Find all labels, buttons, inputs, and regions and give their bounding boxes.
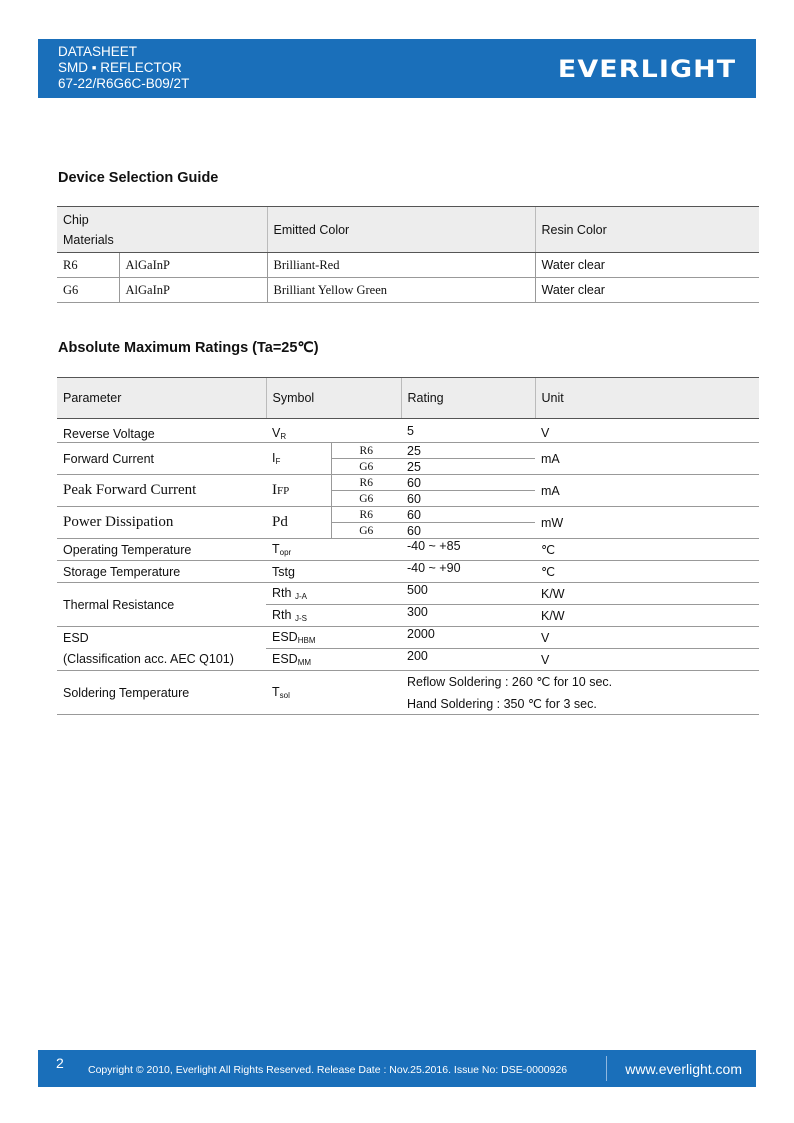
unit-value: V bbox=[535, 649, 759, 671]
header-resin-color: Resin Color bbox=[535, 207, 759, 253]
table-row bbox=[57, 649, 759, 671]
symbol-sub: HBM bbox=[297, 636, 316, 645]
symbol-main: Rth bbox=[272, 608, 292, 622]
bin-g6: G6 bbox=[331, 523, 401, 539]
symbol-sub: sol bbox=[279, 691, 290, 700]
header-chip-line2: Materials bbox=[63, 232, 114, 247]
symbol-main: Rth bbox=[272, 586, 292, 600]
footer-divider bbox=[606, 1056, 607, 1081]
table-row bbox=[57, 475, 759, 491]
header-chip-line1: Chip bbox=[63, 212, 89, 227]
symbol-sub: R bbox=[280, 432, 287, 441]
rating-value: 60 bbox=[401, 507, 535, 523]
unit-value: ℃ bbox=[535, 539, 759, 561]
table-row bbox=[57, 539, 759, 561]
rating-hand: Hand Soldering : 350 ℃ for 3 sec. bbox=[401, 693, 759, 715]
symbol-sub: J-S bbox=[294, 614, 307, 623]
unit-value: mW bbox=[535, 507, 759, 539]
symbol-main: V bbox=[272, 426, 281, 440]
symbol-main: T bbox=[272, 685, 280, 699]
symbol-main: I bbox=[272, 482, 277, 498]
rating-reflow: Reflow Soldering : 260 ℃ for 10 sec. bbox=[407, 675, 613, 690]
table-row bbox=[57, 253, 759, 278]
table-row bbox=[57, 419, 759, 443]
rating-value: 200 bbox=[401, 649, 535, 671]
rating-value: -40 ~ +90 bbox=[401, 561, 535, 583]
header-rating: Rating bbox=[401, 378, 535, 419]
resin-color: Water clear bbox=[535, 278, 759, 303]
table-row bbox=[57, 278, 759, 303]
param-peak-forward-current: Peak Forward Current bbox=[57, 475, 266, 507]
rating-value: 60 bbox=[401, 523, 535, 539]
unit-value: K/W bbox=[535, 605, 759, 627]
symbol-main: I bbox=[272, 451, 276, 465]
param-reverse-voltage: Reverse Voltage bbox=[57, 419, 266, 443]
symbol-rth-js bbox=[266, 605, 401, 627]
rating-value: 5 bbox=[401, 419, 535, 443]
symbol-ifp bbox=[266, 475, 331, 507]
absolute-ratings-table bbox=[57, 377, 759, 715]
header-emitted-color: Emitted Color bbox=[267, 207, 535, 253]
table-row bbox=[57, 443, 759, 459]
param-storage-temperature: Storage Temperature bbox=[57, 561, 266, 583]
unit-value: V bbox=[535, 627, 759, 649]
symbol-if bbox=[266, 443, 331, 475]
unit-value: K/W bbox=[535, 583, 759, 605]
chip-code: R6 bbox=[57, 253, 119, 278]
device-guide-title: Device Selection Guide bbox=[58, 170, 219, 186]
device-selection-table bbox=[57, 206, 759, 303]
symbol-sub: F bbox=[275, 457, 281, 466]
chip-code: G6 bbox=[57, 278, 119, 303]
param-esd: ESD bbox=[63, 630, 89, 645]
unit-value: V bbox=[535, 419, 759, 443]
symbol-sub: J-A bbox=[294, 592, 307, 601]
emitted-color: Brilliant Yellow Green bbox=[267, 278, 535, 303]
bin-r6: R6 bbox=[331, 443, 401, 459]
doc-type: DATASHEET bbox=[58, 44, 138, 59]
unit-value: mA bbox=[535, 443, 759, 475]
symbol-sub: MM bbox=[297, 658, 312, 667]
ratings-title: Absolute Maximum Ratings (Ta=25℃) bbox=[58, 340, 319, 356]
rating-value: 300 bbox=[401, 605, 535, 627]
bin-g6: G6 bbox=[331, 459, 401, 475]
unit-value: ℃ bbox=[535, 561, 759, 583]
bin-r6: R6 bbox=[331, 475, 401, 491]
header-chip-materials bbox=[57, 207, 267, 253]
symbol-rth-ja bbox=[266, 583, 401, 605]
rating-value: 2000 bbox=[401, 627, 535, 649]
website-link[interactable]: www.everlight.com bbox=[625, 1061, 742, 1077]
symbol-vr bbox=[266, 419, 401, 443]
rating-value: 500 bbox=[401, 583, 535, 605]
table-header-row bbox=[57, 207, 759, 253]
header-parameter: Parameter bbox=[57, 378, 266, 419]
bin-r6: R6 bbox=[331, 507, 401, 523]
symbol-sub: FP bbox=[277, 485, 290, 497]
header-symbol: Symbol bbox=[266, 378, 401, 419]
copyright-text: Copyright © 2010, Everlight All Rights Reserved. Release Date : Nov.25.2016. Issue No: DSE-0000926 bbox=[88, 1064, 568, 1076]
symbol-esd-mm bbox=[266, 649, 401, 671]
param-operating-temperature: Operating Temperature bbox=[57, 539, 266, 561]
emitted-color: Brilliant-Red bbox=[267, 253, 535, 278]
product-category: SMD ▪ REFLECTOR bbox=[58, 60, 182, 75]
rating-value: -40 ~ +85 bbox=[401, 539, 535, 561]
rating-value: 25 bbox=[401, 459, 535, 475]
param-power-dissipation: Power Dissipation bbox=[57, 507, 266, 539]
table-row bbox=[57, 627, 759, 649]
symbol-tsol bbox=[266, 671, 401, 715]
symbol-topr bbox=[266, 539, 401, 561]
rating-value: 60 bbox=[401, 475, 535, 491]
page-footer bbox=[38, 1050, 756, 1087]
param-soldering-temperature: Soldering Temperature bbox=[57, 671, 266, 715]
resin-color: Water clear bbox=[535, 253, 759, 278]
symbol-main: ESD bbox=[272, 630, 298, 644]
symbol-sub: opr bbox=[279, 548, 292, 557]
bin-g6: G6 bbox=[331, 491, 401, 507]
chip-material: AlGaInP bbox=[119, 253, 267, 278]
table-row bbox=[57, 561, 759, 583]
chip-material: AlGaInP bbox=[119, 278, 267, 303]
symbol-esd-hbm bbox=[266, 627, 401, 649]
everlight-logo: EVERLIGHT bbox=[557, 55, 736, 83]
table-row bbox=[57, 583, 759, 605]
table-header-row bbox=[57, 378, 759, 419]
param-thermal-resistance: Thermal Resistance bbox=[57, 583, 266, 627]
unit-value: mA bbox=[535, 475, 759, 507]
table-row bbox=[57, 671, 759, 693]
table-row bbox=[57, 507, 759, 523]
part-number: 67-22/R6G6C-B09/2T bbox=[58, 76, 190, 91]
symbol-main: T bbox=[272, 542, 280, 556]
rating-value: 25 bbox=[401, 443, 535, 459]
param-esd-classification: (Classification acc. AEC Q101) bbox=[57, 649, 266, 671]
symbol-pd: Pd bbox=[266, 507, 331, 539]
header-unit: Unit bbox=[535, 378, 759, 419]
page-number: 2 bbox=[56, 1055, 64, 1071]
symbol-main: ESD bbox=[272, 652, 298, 666]
page-header bbox=[38, 39, 756, 98]
symbol-tstg: Tstg bbox=[266, 561, 401, 583]
param-forward-current: Forward Current bbox=[57, 443, 266, 475]
rating-value: 60 bbox=[401, 491, 535, 507]
